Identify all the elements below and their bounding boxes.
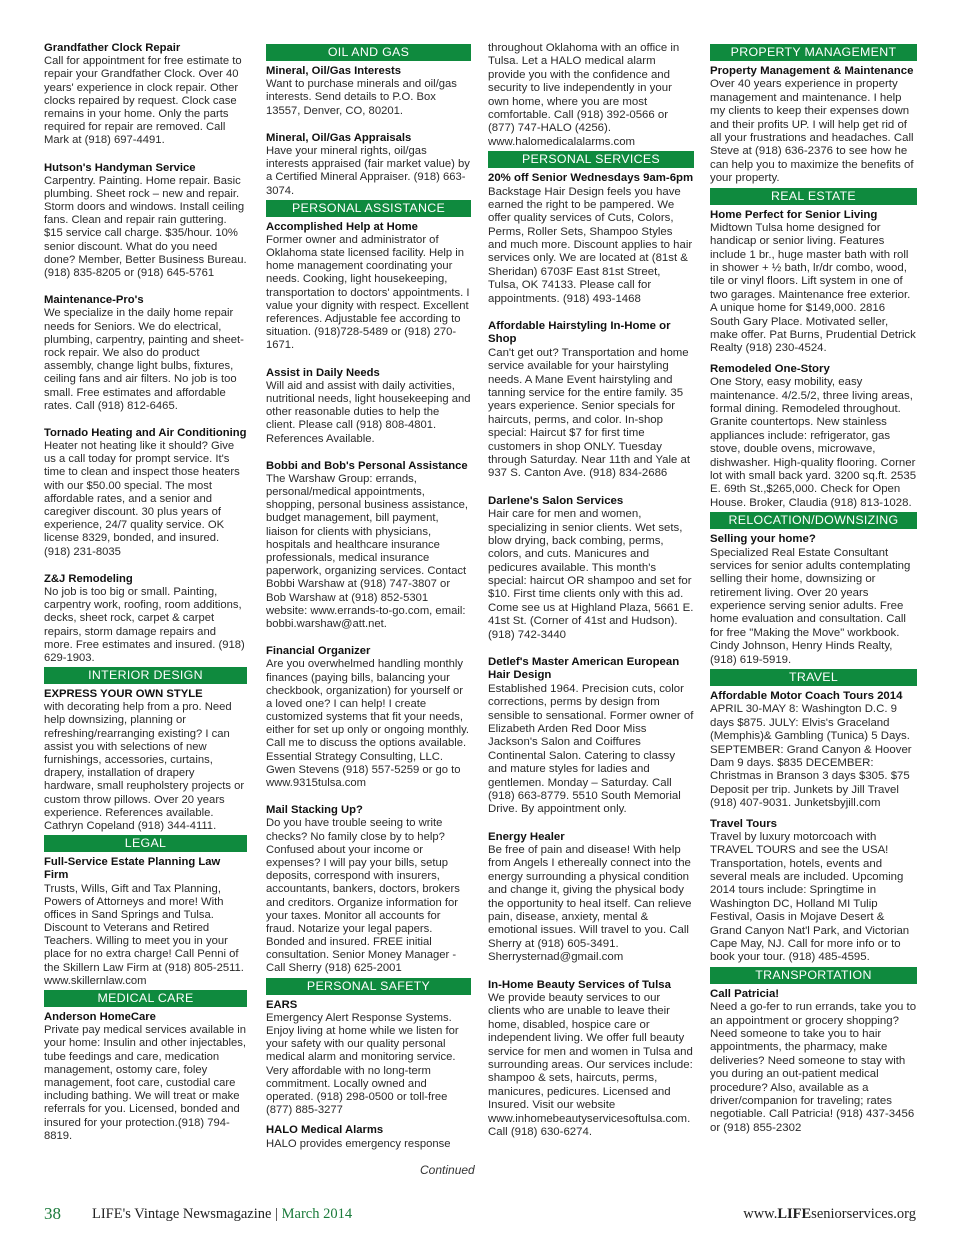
listing-body: Former owner and administrator of Oklahoma state licensed facility. Help in home management coordinating your needs. Cooking, light housekeeping, transportation to doctors' appointments. I value your dignity with respect. Excellent references. Adjustable fee according to situation. (918)728-5489 or (918) 270-1671. bbox=[266, 233, 470, 352]
listing bbox=[266, 460, 471, 631]
listing-body: APRIL 30-MAY 8: Washington D.C. 9 days $875. JULY: Elvis's Graceland (Memphis)& Gambling (Tunica) 5 Days. SEPTEMBER: Grand Canyon & Hoover Dam 9 days. $835 DECEMBER: Christmas in Branson 3 days $305. $75 Deposit per trip. Junkets by Jill Travel (918) 407-9031. Junketsbyjill.com bbox=[710, 703, 912, 810]
listing-title: Darlene's Salon Services bbox=[488, 494, 624, 507]
listing bbox=[44, 162, 247, 281]
page-number: 38 bbox=[44, 1204, 61, 1223]
listing bbox=[44, 42, 247, 148]
column-1 bbox=[44, 42, 247, 1143]
listing-body: Want to purchase minerals and oil/gas interests. Send details to P.O. Box 13557, Denver, CO, 80201. bbox=[266, 78, 457, 117]
listing bbox=[710, 690, 917, 811]
listing-title: Maintenance-Pro's bbox=[44, 294, 144, 307]
listing-body: Travel by luxury motorcoach with TRAVEL TOURS and see the USA! Transportation, hotels, events and several meals are included. Upcoming 2014 tours include: Springtime in Washington DC, Holland MI Tulip Festival, Oasis in Mojave Desert & Grand Canyon Nat'l Park, and Victorian Cape May, NJ. Call for more info or to book your tour. (918) 485-4595. bbox=[710, 830, 910, 964]
listing bbox=[710, 988, 917, 1135]
section-header: LEGAL bbox=[44, 835, 247, 852]
listing-title: Affordable Motor Coach Tours 2014 bbox=[710, 690, 903, 703]
listing-body: Established 1964. Precision cuts, color corrections, perms by design from sensible to sensational. Former owner of Elizabeth Arden Red Door Miss Jackson's Salon and Coiffures Continental Salon. Catering to classy and mature styles for ladies and gentlemen. Monday – Saturday. Call (918) 663-8779. 5510 South Memorial Drive. By appointment only. bbox=[488, 682, 694, 816]
listing bbox=[488, 320, 694, 481]
listing-title: Energy Healer bbox=[488, 830, 565, 843]
spacer bbox=[488, 817, 694, 831]
listing bbox=[488, 172, 694, 306]
spacer bbox=[266, 446, 471, 460]
listing-title: Anderson HomeCare bbox=[44, 1011, 156, 1023]
issue-date: March 2014 bbox=[281, 1206, 353, 1222]
listing bbox=[710, 818, 917, 965]
page-footer bbox=[44, 1204, 916, 1228]
spacer bbox=[488, 306, 694, 320]
listing-body: Heater not heating like it should? Give us a call today for prompt service. It's time to clean and inspect those heaters with our $50.00 special. The most affordable rates, and a senior and caregiver discount. 30 plus years of experience, 24/7 quality service. OK license 8329, bonded, and insured. (918) 231-8035 bbox=[44, 440, 240, 558]
section-header: PERSONAL SAFETY bbox=[266, 978, 471, 995]
listing-body: No job is too big or small. Painting, carpentry work, roofing, room additions, decks, sheet rock, carpet & carpet repairs, storm damage repairs and more. Free estimates and insured. (918) 629-1903. bbox=[44, 585, 245, 664]
section-header: MEDICAL CARE bbox=[44, 990, 247, 1007]
publication-title: LIFE's Vintage Newsmagazine bbox=[92, 1206, 272, 1222]
footer-separator: | bbox=[275, 1206, 278, 1222]
website-url[interactable] bbox=[743, 1206, 916, 1223]
listing-body: Be free of pain and disease! With help from Angels I ethereally connect into the energy surrounding a physical condition and change it, giving the physical body the opportunity to heal itself. Can relieve pain, disease, anxiety, mental & emotional issues. Will travel to you. Call Sherry at (918) 605-3491. Sherrysternad@gmail.com bbox=[488, 844, 692, 964]
listing-title: Remodeled One-Story bbox=[710, 362, 830, 375]
listing bbox=[488, 42, 694, 149]
listing-title: Grandfather Clock Repair bbox=[44, 42, 181, 54]
listing-body: Private pay medical services available in your home: Insulin and other injectables, tube feedings and care, medication management, ostomy care, foley management, foot care, custodial care including bathing. We will treat or make referrals for you. Licensed, bonded and insured for your protection.(918) 794-8819. bbox=[44, 1024, 246, 1142]
url-prefix: www. bbox=[743, 1206, 778, 1222]
listing bbox=[44, 688, 247, 833]
listing-body: Carpentry. Painting. Home repair. Basic plumbing. Sheet rock – new and repair. Storm doors and windows. Install ceiling fans. Clean and repair rain guttering. $15 service call charge. $35/hour. 10% senior discount. What do you need done? Member, Better Business Bureau. (918) 835-8205 or (918) 645-5761 bbox=[44, 174, 247, 279]
spacer bbox=[266, 1117, 471, 1124]
listing-body: Midtown Tulsa home designed for handicap or senior living. Features include 1 br., huge master bath with roll in shower + ½ bath, lr/dr combo, wood, tile or vinyl floors. Lift system in one of two garages. Maintenance free exterior. A unique home for $149,000. 2816 South Gary Place. Motivated seller, make offer. Pat Burns, Prudential Detrick Realty (918) 230-4524. bbox=[710, 221, 916, 355]
column-4 bbox=[710, 42, 917, 1135]
listing bbox=[266, 367, 471, 446]
section-header: OIL AND GAS bbox=[266, 44, 471, 61]
listing bbox=[266, 65, 471, 118]
listing bbox=[710, 533, 917, 667]
listing-title: HALO Medical Alarms bbox=[266, 1124, 384, 1137]
section-header: PERSONAL SERVICES bbox=[488, 151, 694, 168]
listing-body: throughout Oklahoma with an office in Tulsa. Let a HALO medical alarm provide you with the confidence and security to live independently in your own home, where you are most comfortable. Call (918) 392-0566 or (877) 747-HALO (4256). www.halomedicalalarms.com bbox=[488, 42, 680, 148]
listing-body: Call for appointment for free estimate to repair your Grandfather Clock. Over 40 years' experience in clock repair. Other clocks repaired by request. Clock case remains in your home. Only the parts required for repair are removed. Call Mark at (918) 697-4491. bbox=[44, 55, 242, 147]
url-suffix: seniorservices.org bbox=[811, 1206, 916, 1222]
spacer bbox=[488, 965, 694, 979]
listing-title: Full-Service Estate Planning Law Firm bbox=[44, 856, 221, 882]
listing-body: Backstage Hair Design feels you have earned the right to be pampered. We offer quality services of Cuts, Colors, Perms, Roller Sets, Shampoo Styles and much more. Discount applies to hair services only. We are located at (81st & Sheridan) 6703F East 81st Street, Tulsa, OK 74133. Please call for appointments. (918) 493-1468 bbox=[488, 185, 693, 305]
listing-body: Can't get out? Transportation and home service available for your hairstyling needs. A Mane Event hairstyling and tanning service for the entire family. 35 years experience. Senior specials for haircuts, perms, and color. In-shop special: Haircut $7 for first time customers in shop ONLY. Tuesday through Saturday. Near 11th and Yale at 937 S. Canton Ave. (918) 834-2686 bbox=[488, 346, 691, 480]
spacer bbox=[44, 148, 247, 162]
listing bbox=[488, 979, 694, 1140]
listing-title: Affordable Hairstyling In-Home or Shop bbox=[488, 320, 671, 346]
listing-body: Trusts, Wills, Gift and Tax Planning, Powers of Attorneys and more! With offices in Sand Springs and Tulsa. Discount to Veterans and Retired Teachers. Willing to meet you in your place for no extra charge! Call Penni of the Skillern Law Firm at (918) 805-2511. www.skillernlaw.com bbox=[44, 882, 244, 987]
listing bbox=[266, 1124, 471, 1150]
section-header: PROPERTY MANAGEMENT bbox=[710, 44, 917, 61]
listing bbox=[488, 831, 694, 965]
listing bbox=[44, 573, 247, 665]
listing bbox=[44, 427, 247, 559]
listing bbox=[266, 999, 471, 1118]
listing-title: In-Home Beauty Services of Tulsa bbox=[488, 978, 671, 991]
spacer bbox=[266, 631, 471, 645]
spacer bbox=[488, 481, 694, 495]
listing-title: Financial Organizer bbox=[266, 645, 371, 658]
listing bbox=[266, 132, 471, 198]
spacer bbox=[44, 280, 247, 294]
listing-title: Tornado Heating and Air Conditioning bbox=[44, 426, 247, 439]
listing-title: Z&J Remodeling bbox=[44, 572, 133, 585]
listing-body: with decorating help from a pro. Need help downsizing, planning or refreshing/rearranging existing? I can assist you with selections of new furnishings, accessories, curtains, drapery, installation of drapery hardware, small reupholstery projects or custom throw pillows. Over 20 years experience. References available. Cathryn Copeland (918) 344-4111. bbox=[44, 701, 245, 832]
section-header: PERSONAL ASSISTANCE bbox=[266, 200, 471, 217]
spacer bbox=[710, 811, 917, 818]
listing-title: Bobbi and Bob's Personal Assistance bbox=[266, 459, 468, 472]
listing-body: Do you have trouble seeing to write checks? No family close by to help? Confused about your income or expenses? I will pay your bills, setup deposits, correspond with insurers, accountants, bankers, doctors, brokers and creditors. Organize information for your taxes. Monitor all accounts for fraud. Notarize your legal papers. Bonded and insured. FREE initial consultation. Senior Money Manager - Call Sherry (918) 625-2001 bbox=[266, 817, 460, 975]
listing bbox=[266, 645, 471, 790]
listing bbox=[44, 1011, 247, 1143]
listing bbox=[44, 294, 247, 413]
listing-title: Mineral, Oil/Gas Interests bbox=[266, 65, 402, 77]
spacer bbox=[488, 642, 694, 656]
listing-title: Detlef's Master American European Hair Design bbox=[488, 656, 680, 682]
spacer bbox=[266, 118, 471, 132]
listing bbox=[266, 221, 471, 353]
section-header: TRAVEL bbox=[710, 669, 917, 686]
listing-title: Home Perfect for Senior Living bbox=[710, 208, 878, 221]
listing-body: The Warshaw Group: errands, personal/medical appointments, shopping, personal business assistance, budget management, bill payment, liaison for clients with physicians, hospitals and healthcare insurance professionals, medical insurance paperwork, organizing services. Contact Bobbi Warshaw at (918) 747-3807 or Bob Warshaw at (918) 852-5301 website: www.errands-to-go.com, email: bobbi.warshaw@att.net. bbox=[266, 472, 469, 630]
listing-title: Call Patricia! bbox=[710, 987, 780, 1000]
listing bbox=[44, 856, 247, 988]
column-2 bbox=[266, 42, 471, 1151]
spacer bbox=[710, 356, 917, 363]
listing-body: Emergency Alert Response Systems. Enjoy living at home while we listen for your safety with our quality personal medical alarm and monitoring service. Very affordable with no long-term commitment. Locally owned and operated. (918) 298-0500 or toll-free (877) 885-3277 bbox=[266, 1011, 459, 1117]
listing-body: Are you overwhelmed handling monthly finances (paying bills, balancing your checkbook, organization) for yourself or a loved one? I can help! I create customized systems that fit your needs, either for set up only or ongoing monthly. Call me to discuss the options available. Essential Strategy Consulting, LLC. Gwen Stevens (918) 557-5259 or go to www.9315tulsa.com bbox=[266, 658, 470, 789]
listing-body: Will aid and assist with daily activities, nutritional needs, light housekeeping and other reasonable duties to help the client. Please call (918) 808-4801. References Available. bbox=[266, 379, 471, 445]
listing-body: Need a go-fer to run errands, take you to an appointment or grocery shopping? Need someone to take you to hair appointments, the pharmacy, make deliveries? Need someone to stay with you during an out-patient medical procedure? Also, available as a driver/companion for traveling; rates negotiable. Call Patricia! (918) 437-3456 or (918) 855-2302 bbox=[710, 1001, 917, 1134]
publication-name bbox=[92, 1206, 352, 1223]
listing-title: Assist in Daily Needs bbox=[266, 366, 380, 379]
listing bbox=[710, 209, 917, 356]
listing-body: Over 40 years experience in property management and maintenance. I help my clients to keep their expenses down and their profits UP. I will help get rid of all your frustrations and headaches. Call Steve at (918) 636-2376 to see how he can help you to maximize the benefits of your property. bbox=[710, 78, 914, 185]
listing-title: Accomplished Help at Home bbox=[266, 220, 418, 233]
listing-body: HALO provides emergency response bbox=[266, 1137, 451, 1150]
section-header: TRANSPORTATION bbox=[710, 967, 917, 984]
spacer bbox=[44, 559, 247, 573]
listing-body: Specialized Real Estate Consultant services for senior adults contemplating selling their home, downsizing or retirement living. Over 20 years experience serving senior adults. Free home evaluation and consultation. Call for free "Making the Move" workbook. Cindy Johnson, Henry Hinds Realty, (918) 619-5919. bbox=[710, 546, 911, 666]
listing-title: Selling your home? bbox=[710, 533, 816, 546]
listing-body: One Story, easy mobility, easy maintenance. 4/2.5/2, three living areas, formal dining. Remodeled throughout. Granite countertops. New stainless appliances include: refrigerator, gas stove, double ovens, microwave, dishwasher. High-quality flooring. Corner lot with small back yard. 3200 sq.ft. 2535 E. 69th St.,$265,000. Check for Open House. Broker, Claudia (918) 813-1028. bbox=[710, 376, 917, 509]
listing-body: We provide beauty services to our clients who are unable to leave their home, disabled, hospice care or independent living. We offer full beauty service for men and women in Tulsa and surrounding areas. Our services include: shampoo & sets, haircuts, perms, manicures, pedicures. Licensed and Insured. Visit our website www.inhomebeautyservicesoftulsa.com. Call (918) 630-6274. bbox=[488, 992, 693, 1138]
listing bbox=[710, 363, 917, 510]
url-brand: LIFE bbox=[777, 1206, 812, 1222]
section-header: REAL ESTATE bbox=[710, 188, 917, 205]
section-header: INTERIOR DESIGN bbox=[44, 667, 247, 684]
continued-label: Continued bbox=[420, 1163, 475, 1177]
listing-title: EARS bbox=[266, 998, 298, 1011]
column-3 bbox=[488, 42, 694, 1139]
listing-title: EXPRESS YOUR OWN STYLE bbox=[44, 688, 203, 701]
listing-body: Hair care for men and women, specializing in senior clients. Wet sets, blow drying, back combing, perms, colors, and cuts. Manicures and pedicures available. This month's special: haircut OR shampoo and set for $10. First time clients only with this ad. Come see us at Highland Plaza, 5661 E. 41st St. (Corner of 41st and Hudson). (918) 742-3440 bbox=[488, 508, 694, 641]
listing-body: Have your mineral rights, oil/gas interests appraised (fair market value) by a Certified Mineral Appraiser. (918) 663-3074. bbox=[266, 144, 470, 197]
section-header: RELOCATION/DOWNSIZING bbox=[710, 512, 917, 529]
spacer bbox=[44, 413, 247, 427]
spacer bbox=[266, 353, 471, 367]
spacer bbox=[266, 790, 471, 804]
listing-title: 20% off Senior Wednesdays 9am-6pm bbox=[488, 172, 694, 185]
listing-title: Hutson's Handyman Service bbox=[44, 161, 196, 174]
listing-title: Mineral, Oil/Gas Appraisals bbox=[266, 131, 412, 144]
listing-title: Travel Tours bbox=[710, 817, 777, 830]
listing bbox=[266, 804, 471, 975]
listing-title: Mail Stacking Up? bbox=[266, 804, 363, 817]
listing bbox=[488, 495, 694, 642]
listing-title: Property Management & Maintenance bbox=[710, 65, 914, 77]
listing-body: We specialize in the daily home repair needs for Seniors. We do electrical, plumbing, carpentry, painting and sheet-rock repair. We also do product assembly, change light bulbs, fixtures, ceiling fans and air filters. No job is too small. Free estimates and affordable rates. Call (918) 812-6465. bbox=[44, 307, 244, 412]
listing bbox=[710, 65, 917, 186]
listing bbox=[488, 656, 694, 817]
